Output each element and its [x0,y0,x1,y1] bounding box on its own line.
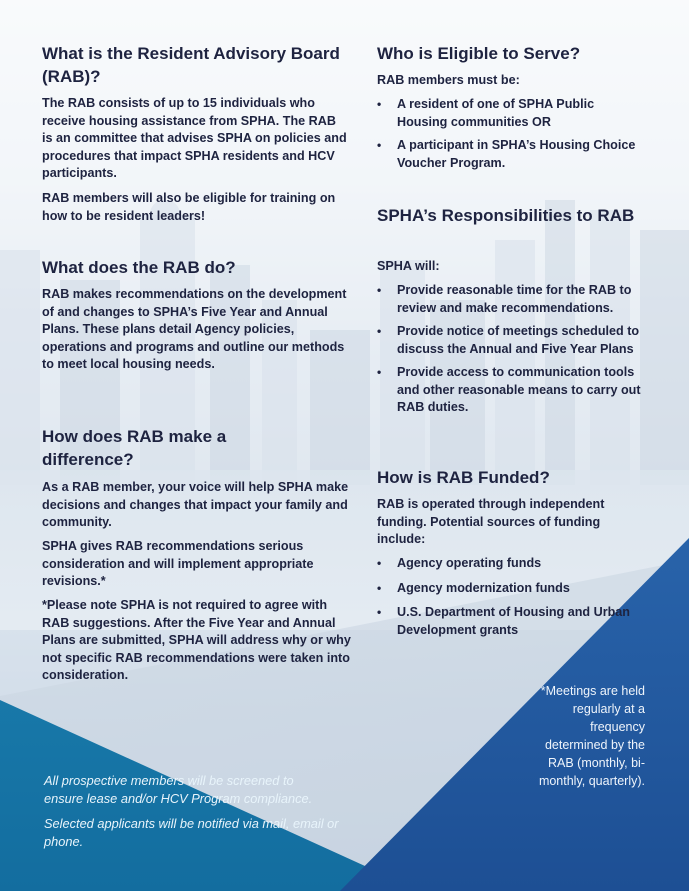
list-item: • A participant in SPHA’s Housing Choice Voucher Program. [377,137,642,172]
difference-paragraph-2: SPHA gives RAB recommendations serious consideration and will implement appropriate revisions.* [42,539,314,588]
heading-spha-responsibilities: SPHA’s Responsibilities to RAB [377,206,635,225]
difference-paragraph-1: As a RAB member, your voice will help SPHA make decisions and changes that impact your family and community. [42,480,349,529]
responsibilities-intro: SPHA will: [377,259,440,273]
training-paragraph: RAB members will also be eligible for training on how to be resident leaders! [42,191,336,223]
eligibility-list [377,96,642,172]
list-item: • Agency operating funds [377,555,637,573]
heading-how-rab-makes-difference: How does RAB make a difference? [42,427,227,469]
funded-intro: RAB is operated through independent funding. Potential sources of funding include: [377,497,605,546]
responsibilities-list [377,282,652,417]
list-item: • A resident of one of SPHA Public Housing communities OR [377,96,642,131]
meetings-note: *Meetings are held regularly at a frequency determined by the RAB (monthly, bi-monthly, quarterly). [538,684,645,788]
what-is-rab-paragraph: The RAB consists of up to 15 individuals who receive housing assistance from SPHA. The RAB is an committee that advises SPHA on policies and procedures that impact SPHA residents and HCV participants. [42,96,347,180]
list-item: • Provide reasonable time for the RAB to review and make recommendations. [377,282,652,317]
notification-note: Selected applicants will be notified via mail, email or phone. [44,816,339,849]
list-item: • Provide notice of meetings scheduled to discuss the Annual and Five Year Plans [377,323,652,358]
list-item: • Agency modernization funds [377,580,637,598]
list-item: • Provide access to communication tools and other reasonable means to carry out RAB duties. [377,364,652,417]
heading-what-does-rab-do: What does the RAB do? [42,258,236,277]
funding-sources-list [377,555,637,639]
heading-how-is-rab-funded: How is RAB Funded? [377,468,550,487]
heading-what-is-rab: What is the Resident Advisory Board (RAB)? [42,44,340,86]
what-does-rab-do-paragraph: RAB makes recommendations on the development of and changes to SPHA’s Five Year and Annual Plans. These plans detail Agency policies, operations and programs and outline our methods to meet local housing needs. [42,287,347,371]
list-item: • U.S. Department of Housing and Urban Development grants [377,604,637,639]
eligible-intro: RAB members must be: [377,73,520,87]
disclaimer-paragraph: *Please note SPHA is not required to agree with RAB suggestions. After the Five Year and Annual Plans are submitted, SPHA will address why or why not specific RAB recommendations were taken into consideration. [42,598,351,682]
heading-who-is-eligible: Who is Eligible to Serve? [377,44,581,63]
screening-note: All prospective members will be screened to ensure lease and/or HCV Program compliance. [44,773,313,806]
